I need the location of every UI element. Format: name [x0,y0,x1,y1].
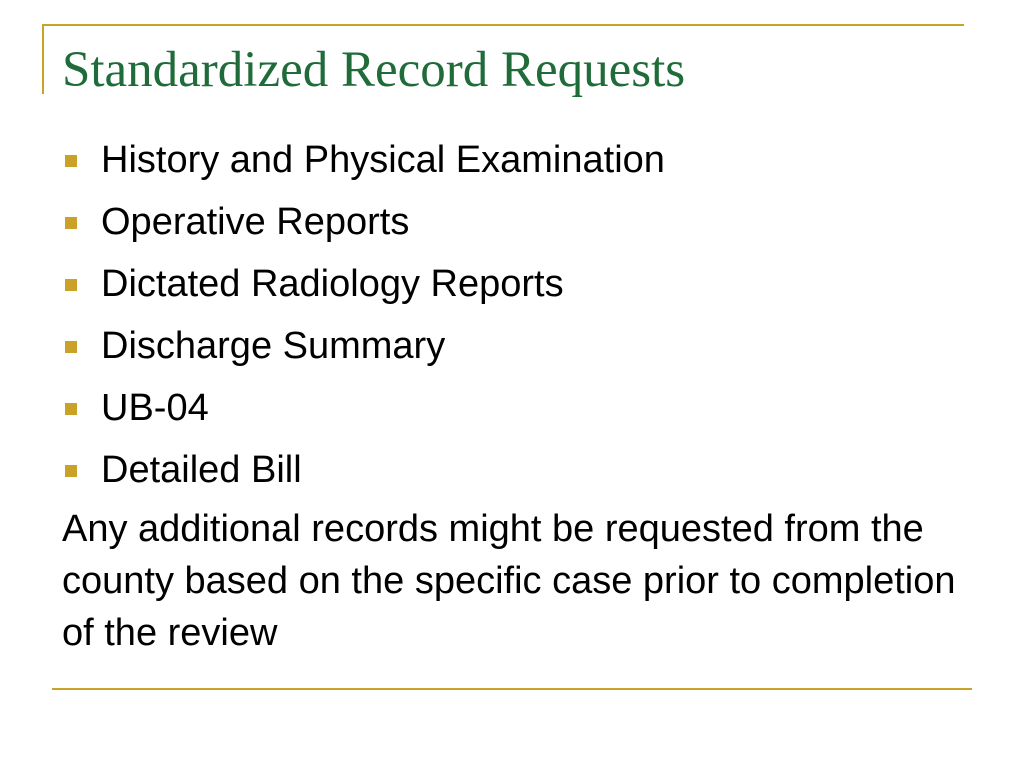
list-item [62,192,962,254]
list-item [62,378,962,440]
bottom-rule [52,688,972,690]
square-bullet-icon [65,465,77,477]
square-bullet-icon [65,217,77,229]
square-bullet-icon [65,403,77,415]
bullet-text: UB-04 [101,387,209,429]
square-bullet-icon [65,279,77,291]
square-bullet-icon [65,155,77,167]
square-bullet-icon [65,341,77,353]
bullet-text: Dictated Radiology Reports [101,263,564,305]
bullet-text: History and Physical Examination [101,139,665,181]
left-rule [42,24,44,94]
list-item [62,316,962,378]
bullet-list [62,130,962,502]
list-item [62,440,962,502]
list-item [62,254,962,316]
list-item [62,130,962,192]
additional-records-note: Any additional records might be requested from the county based on the specific case prior to completion of the review [62,508,956,654]
bullet-text: Operative Reports [101,201,410,243]
bullet-text: Discharge Summary [101,325,446,367]
slide-title: Standardized Record Requests [62,42,686,98]
top-rule [42,24,964,26]
bullet-text: Detailed Bill [101,449,302,491]
